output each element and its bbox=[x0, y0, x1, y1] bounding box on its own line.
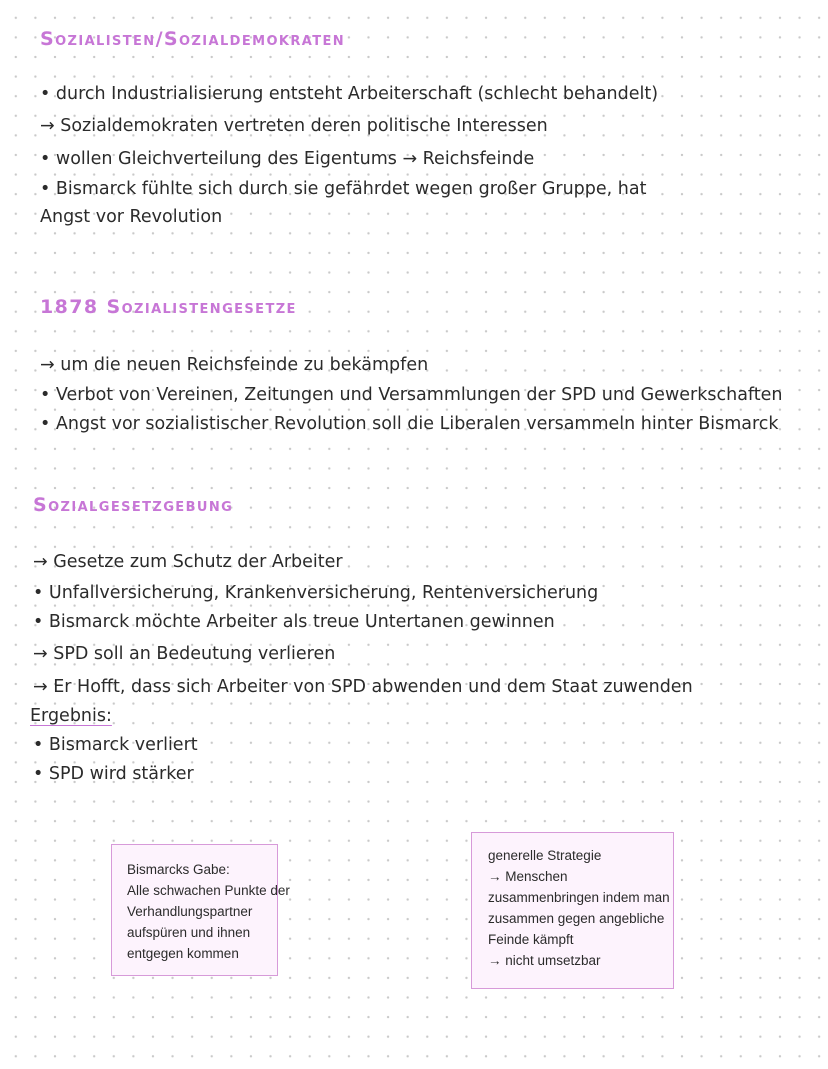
section-heading-sozialistengesetze: 1878 Sozialistengesetze bbox=[40, 296, 297, 318]
note-line: entgegen kommen bbox=[127, 946, 239, 961]
section-2-line: → um die neuen Reichsfeinde zu bekämpfen bbox=[40, 355, 429, 375]
note-line: Bismarcks Gabe: bbox=[127, 862, 230, 877]
note-line: → Menschen bbox=[488, 869, 568, 884]
note-line: zusammen gegen angebliche bbox=[488, 911, 665, 926]
section-1-line: Angst vor Revolution bbox=[40, 207, 223, 227]
note-line: aufspüren und ihnen bbox=[127, 925, 251, 940]
note-line: → nicht umsetzbar bbox=[488, 953, 601, 968]
note-line: zusammenbringen indem man bbox=[488, 890, 670, 905]
ergebnis-label: Ergebnis: bbox=[30, 706, 112, 726]
section-3-line: • SPD wird stärker bbox=[33, 764, 194, 784]
section-3-line: → SPD soll an Bedeutung verlieren bbox=[33, 644, 336, 664]
note-line: generelle Strategie bbox=[488, 848, 602, 863]
section-3-line: • Bismarck möchte Arbeiter als treue Untertanen gewinnen bbox=[33, 612, 555, 632]
section-1-line: → Sozialdemokraten vertreten deren politische Interessen bbox=[40, 116, 548, 136]
section-3-line: • Bismarck verliert bbox=[33, 735, 198, 755]
note-line: Feinde kämpft bbox=[488, 932, 574, 947]
section-1-line: • durch Industrialisierung entsteht Arbeiterschaft (schlecht behandelt) bbox=[40, 84, 659, 104]
note-line: Verhandlungspartner bbox=[127, 904, 253, 919]
section-3-line: • Unfallversicherung, Krankenversicherung, Rentenversicherung bbox=[33, 583, 599, 603]
section-2-line: • Angst vor sozialistischer Revolution soll die Liberalen versammeln hinter Bismarck bbox=[40, 414, 779, 434]
section-2-line: • Verbot von Vereinen, Zeitungen und Versammlungen der SPD und Gewerkschaften bbox=[40, 385, 783, 405]
section-1-line: • Bismarck fühlte sich durch sie gefährdet wegen großer Gruppe, hat bbox=[40, 179, 647, 199]
note-line: Alle schwachen Punkte der bbox=[127, 883, 290, 898]
section-heading-sozialgesetzgebung: Sozialgesetzgebung bbox=[33, 494, 234, 516]
section-3-line: → Er Hofft, dass sich Arbeiter von SPD abwenden und dem Staat zuwenden bbox=[33, 677, 693, 697]
note-generelle-strategie bbox=[471, 832, 674, 989]
note-bismarcks-gabe bbox=[111, 844, 290, 976]
section-3-line: → Gesetze zum Schutz der Arbeiter bbox=[33, 552, 343, 572]
section-1-line: • wollen Gleichverteilung des Eigentums → Reichsfeinde bbox=[40, 149, 535, 169]
section-heading-sozialisten: Sozialisten/Sozialdemokraten bbox=[40, 28, 346, 50]
